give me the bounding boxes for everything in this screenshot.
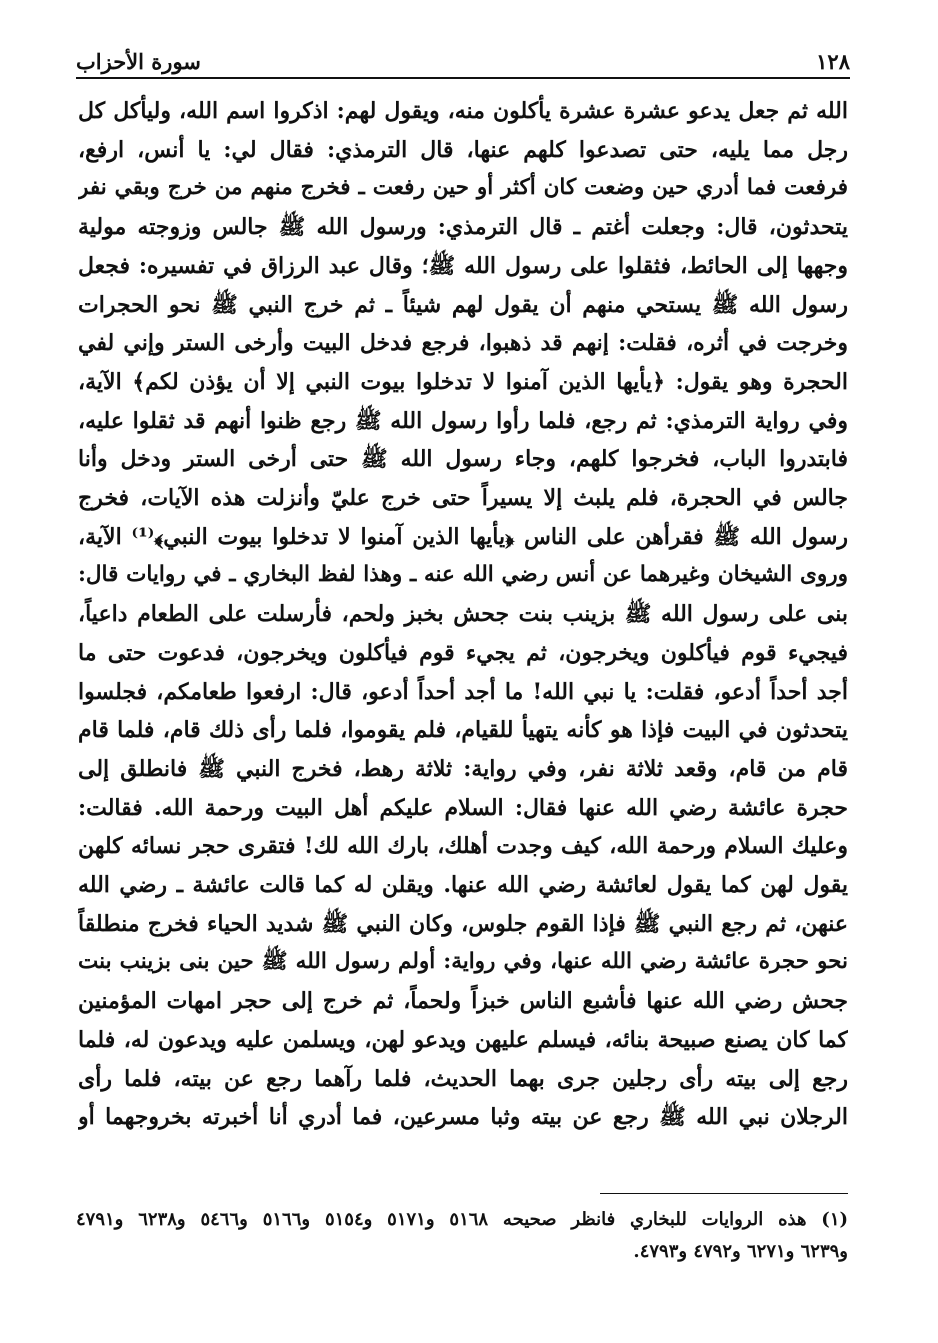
text-line: وروى الشيخان وغيرهما عن أنس رضي الله عنه ـ وهذا لفظ البخاري ـ في روايات قال: (78, 562, 848, 588)
text-line: جحش رضي الله عنها فأشبع الناس خبزاً ولحماً، ثم خرج إلى حجر امهات المؤمنين (78, 988, 848, 1015)
text-line: فرفعت فما أدري حين وضعت كان أكثر أو حين رفعت ـ فخرج منهم من خرج وبقي نفر (78, 175, 848, 201)
header-rule (76, 77, 850, 79)
text-line: يقول لهن كما يقول لعائشة رضي الله عنها. ويقلن له كما قالت عائشة ـ رضي الله (78, 872, 848, 899)
text-line: فيجيء قوم فيأكلون ويخرجون، ثم يجيء قوم فيأكلون ويخرجون، فدعوت حتى ما (78, 639, 848, 666)
text-line: حجرة عائشة رضي الله عنها فقال: السلام عليكم أهل البيت ورحمة الله. فقالت: (78, 794, 848, 821)
text-line: نحو حجرة عائشة رضي الله عنها، وفي رواية: أولم رسول الله ﷺ حين بنى بزينب بنت (78, 949, 848, 975)
text-line: رجل مما يليه، حتى تصدعوا كلهم عنها، قال الترمذي: فقال لي: يا أنس، ارفع، (78, 136, 848, 163)
footnote-rule (600, 1193, 848, 1194)
text-line: فابتدروا الباب، فخرجوا كلهم، وجاء رسول الله ﷺ حتى أرخى الستر ودخل وأنا (78, 446, 848, 473)
text-line: كما كان يصنع صبيحة بنائه، فيسلم عليهن ويدعو لهن، ويسلمن عليه ويدعون له، فلما (78, 1026, 848, 1053)
page-header (76, 44, 850, 74)
surah-title: سورة الأحزاب (76, 49, 201, 74)
footnote-line: (١) هذه الروايات للبخاري فانظر صحيحه ٥١٦٨ و٥١٧١ و٥١٥٤ و٥١٦٦ و٥٤٦٦ و٦٢٣٨ و٤٧٩١ (76, 1209, 848, 1230)
text-line: وجهها إلى الحائط، فثقلوا على رسول الله ﷺ؛ وقال عبد الرزاق في تفسيره: فجعل (78, 252, 848, 279)
page-number: ١٢٨ (816, 49, 850, 74)
text-line: الله ثم جعل يدعو عشرة عشرة يأكلون منه، ويقول لهم: اذكروا اسم الله، وليأكل كل (78, 98, 848, 124)
footnote-line: و٦٢٣٩ و٦٢٧١ و٤٧٩٢ و٤٧٩٣. (633, 1241, 848, 1262)
text-line: رسول الله ﷺ فقرأهن على الناس ﴿يأيها الذين آمنوا لا تدخلوا بيوت النبي﴾⁽¹⁾ الآية، (78, 523, 848, 550)
text-line: الحجرة وهو يقول: ﴿يأيها الذين آمنوا لا تدخلوا بيوت النبي إلا أن يؤذن لكم﴾ الآية، (78, 368, 848, 395)
text-line: بنى على رسول الله ﷺ بزينب بنت جحش بخبز ولحم، فأرسلت على الطعام داعياً، (78, 601, 848, 628)
text-line: أجد أحداً أدعو، فقلت: يا نبي الله! ما أجد أحداً أدعو، قال: ارفعوا طعامكم، فجلسوا (78, 678, 848, 705)
text-line: وفي رواية الترمذي: ثم رجع، فلما رأوا رسول الله ﷺ رجع ظنوا أنهم قد ثقلوا عليه، (78, 407, 848, 434)
text-line: الرجلان نبي الله ﷺ رجع عن بيته وثبا مسرعين، فما أدري أنا أخبرته بخروجهما أو (78, 1104, 848, 1131)
text-line: عنهن، ثم رجع النبي ﷺ فإذا القوم جلوس، وكان النبي ﷺ شديد الحياء فخرج منطلقاً (78, 910, 848, 937)
footnote (76, 1204, 848, 1268)
text-line: قام من قام، وقعد ثلاثة نفر، وفي رواية: ثلاثة رهط، فخرج النبي ﷺ فانطلق إلى (78, 755, 848, 782)
text-line: جالس في الحجرة، فلم يلبث إلا يسيراً حتى خرج عليّ وأنزلت هذه الآيات، فخرج (78, 485, 848, 512)
text-line: رجع إلى بيته رأى رجلين جرى بهما الحديث، فلما رآهما رجع عن بيته، فلما رأى (78, 1065, 848, 1092)
text-line: يتحدثون في البيت فإذا هو كأنه يتهيأ للقيام، فلم يقوموا، فلما رأى ذلك قام، فلما قام (78, 717, 848, 744)
text-line: وعليك السلام ورحمة الله، كيف وجدت أهلك، بارك الله لك! فتقرى حجر نسائه كلهن (78, 833, 848, 860)
text-line: وخرجت في أثره، فقلت: إنهم قد ذهبوا، فرجع فدخل البيت وأرخى الستر وإني لفي (78, 330, 848, 357)
text-line: رسول الله ﷺ يستحي منهم أن يقول لهم شيئاً ـ ثم خرج النبي ﷺ نحو الحجرات (78, 291, 848, 318)
text-line: يتحدثون، قال: وجعلت أغتم ـ قال الترمذي: ورسول الله ﷺ جالس وزوجته مولية (78, 214, 848, 241)
main-text (78, 92, 848, 1137)
